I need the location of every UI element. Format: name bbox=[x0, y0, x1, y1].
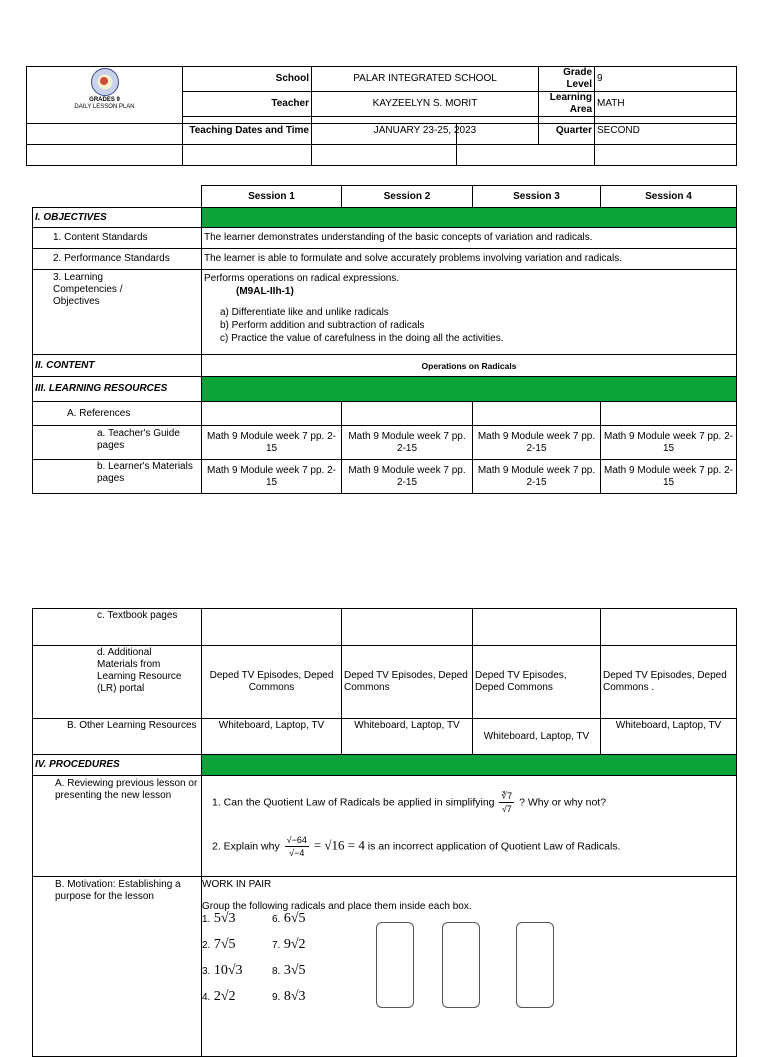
procedures-green-bar bbox=[202, 755, 737, 776]
teacher-value: KAYZEELYN S. MORIT bbox=[312, 92, 539, 117]
references-label: A. References bbox=[33, 402, 202, 426]
radical-4 bbox=[202, 991, 236, 1004]
question-1 bbox=[212, 790, 606, 815]
motivation-label: B. Motivation: Establishing a purpose for the lesson bbox=[33, 877, 202, 1057]
q2-text: 2. Explain why bbox=[212, 840, 280, 853]
radical-4-expr: 2√2 bbox=[213, 989, 236, 1004]
quarter-value: SECOND bbox=[595, 117, 737, 145]
competencies-value bbox=[202, 270, 737, 355]
radical-8 bbox=[272, 965, 306, 978]
teachers-guide-label: a. Teacher's Guide pages bbox=[33, 426, 202, 460]
radical-7-num: 7. bbox=[272, 940, 281, 951]
learners-materials-label: b. Learner's Materials pages bbox=[33, 460, 202, 494]
other-session-3: Whiteboard, Laptop, TV bbox=[473, 719, 601, 755]
tg-session-1: Math 9 Module week 7 pp. 2-15 bbox=[202, 426, 342, 460]
radical-8-expr: 3√5 bbox=[283, 963, 306, 978]
session-4-header: Session 4 bbox=[601, 186, 737, 208]
q2-equation: = √16 = 4 bbox=[313, 837, 365, 853]
deped-seal-icon bbox=[91, 68, 119, 96]
additional-session-4: Deped TV Episodes, Deped Commons . bbox=[601, 646, 737, 719]
radical-9 bbox=[272, 991, 306, 1004]
radical-1 bbox=[202, 913, 236, 926]
competency-code: (M9AL-IIh-1) bbox=[236, 286, 294, 297]
review-label: A. Reviewing previous lesson or presenting the new lesson bbox=[33, 776, 202, 877]
logo-line-2: DAILY LESSON PLAN bbox=[74, 104, 135, 110]
area-value: MATH bbox=[595, 92, 737, 117]
additional-materials-label: d. Additional Materials from Learning Resource (LR) portal bbox=[33, 646, 202, 719]
content-topic: Operations on Radicals bbox=[202, 355, 737, 377]
resources-green-bar bbox=[202, 377, 737, 402]
session-2-header: Session 2 bbox=[342, 186, 473, 208]
q1-denominator: √7 bbox=[501, 804, 512, 814]
tg-session-2: Math 9 Module week 7 pp. 2-15 bbox=[342, 426, 473, 460]
review-content bbox=[202, 776, 737, 877]
dates-value: JANUARY 23-25, 2023 bbox=[312, 117, 539, 145]
lesson-table-page1 bbox=[32, 185, 737, 494]
area-label: Learning Area bbox=[539, 92, 595, 117]
other-resources-label: B. Other Learning Resources bbox=[33, 719, 202, 755]
radical-3 bbox=[202, 965, 243, 978]
radical-7 bbox=[272, 939, 306, 952]
content-standards-value: The learner demonstrates understanding of the basic concepts of variation and radicals. bbox=[202, 228, 737, 249]
radical-7-expr: 9√2 bbox=[283, 937, 306, 952]
content-heading: II. CONTENT bbox=[33, 355, 202, 377]
performance-standards-value: The learner is able to formulate and solve accurately problems involving variation and radicals. bbox=[202, 249, 737, 270]
additional-session-1: Deped TV Episodes, Deped Commons bbox=[202, 646, 342, 719]
performance-standards-label: 2. Performance Standards bbox=[33, 249, 202, 270]
radical-6 bbox=[272, 913, 306, 926]
grade-label: Grade Level bbox=[539, 67, 595, 92]
radical-8-num: 8. bbox=[272, 966, 281, 977]
session-3-header: Session 3 bbox=[473, 186, 601, 208]
teacher-label: Teacher bbox=[183, 92, 312, 117]
q2-denominator: √−4 bbox=[289, 848, 305, 858]
quarter-label: Quarter bbox=[539, 117, 595, 145]
logo-line-1: GRADES 9 bbox=[89, 97, 120, 103]
dates-label: Teaching Dates and Time bbox=[183, 117, 312, 145]
competencies-label-text: 3. Learning Competencies / Objectives bbox=[53, 272, 123, 307]
answer-box-3[interactable] bbox=[516, 922, 554, 1008]
question-2 bbox=[212, 834, 620, 859]
radical-6-num: 6. bbox=[272, 914, 281, 925]
radical-2-expr: 7√5 bbox=[213, 937, 236, 952]
grade-value: 9 bbox=[595, 67, 737, 92]
additional-session-3: Deped TV Episodes, Deped Commons bbox=[473, 646, 601, 719]
tg-session-4: Math 9 Module week 7 pp. 2-15 bbox=[601, 426, 737, 460]
q1-text: 1. Can the Quotient Law of Radicals be applied in simplifying bbox=[212, 796, 495, 809]
tg-session-3: Math 9 Module week 7 pp. 2-15 bbox=[473, 426, 601, 460]
radical-3-expr: 10√3 bbox=[213, 963, 243, 978]
lm-session-4: Math 9 Module week 7 pp. 2-15 bbox=[601, 460, 737, 494]
radical-2-num: 2. bbox=[202, 940, 211, 951]
lm-session-3: Math 9 Module week 7 pp. 2-15 bbox=[473, 460, 601, 494]
competency-item-c: c) Practice the value of carefulness in the doing all the activities. bbox=[220, 333, 504, 344]
work-title: WORK IN PAIR bbox=[202, 879, 272, 890]
textbook-pages-label: c. Textbook pages bbox=[33, 609, 202, 646]
work-instruction: Group the following radicals and place them inside each box. bbox=[202, 901, 472, 912]
learning-resources-heading: III. LEARNING RESOURCES bbox=[33, 377, 202, 402]
objectives-green-bar bbox=[202, 208, 737, 228]
content-standards-label: 1. Content Standards bbox=[33, 228, 202, 249]
lm-session-2: Math 9 Module week 7 pp. 2-15 bbox=[342, 460, 473, 494]
header-blank-rows bbox=[26, 123, 737, 166]
q1-tail: ? Why or why not? bbox=[519, 796, 607, 809]
lesson-table-page2 bbox=[32, 608, 737, 1057]
q1-fraction bbox=[499, 790, 514, 815]
radical-9-expr: 8√3 bbox=[283, 989, 306, 1004]
other-session-4: Whiteboard, Laptop, TV bbox=[601, 719, 737, 755]
q2-tail: is an incorrect application of Quotient Law of Radicals. bbox=[367, 840, 621, 853]
school-value: PALAR INTEGRATED SCHOOL bbox=[312, 67, 539, 92]
radical-1-expr: 5√3 bbox=[213, 911, 236, 926]
motivation-content bbox=[202, 877, 737, 1057]
q2-fraction bbox=[285, 834, 309, 859]
competency-item-b: b) Perform addition and subtraction of radicals bbox=[220, 320, 425, 331]
answer-box-1[interactable] bbox=[376, 922, 414, 1008]
competency-item-a: a) Differentiate like and unlike radicals bbox=[220, 307, 389, 318]
competency-intro: Performs operations on radical expressions. bbox=[204, 273, 400, 284]
procedures-heading: IV. PROCEDURES bbox=[33, 755, 202, 776]
session-1-header: Session 1 bbox=[202, 186, 342, 208]
q2-numerator: √−64 bbox=[286, 835, 307, 845]
lm-session-1: Math 9 Module week 7 pp. 2-15 bbox=[202, 460, 342, 494]
radical-4-num: 4. bbox=[202, 992, 211, 1003]
radical-3-num: 3. bbox=[202, 966, 211, 977]
q1-numerator: ∛7 bbox=[501, 791, 513, 801]
competencies-label bbox=[33, 270, 202, 355]
other-session-2: Whiteboard, Laptop, TV bbox=[342, 719, 473, 755]
radical-9-num: 9. bbox=[272, 992, 281, 1003]
additional-session-2: Deped TV Episodes, Deped Commons bbox=[342, 646, 473, 719]
other-session-1: Whiteboard, Laptop, TV bbox=[202, 719, 342, 755]
radical-6-expr: 6√5 bbox=[283, 911, 306, 926]
radical-2 bbox=[202, 939, 236, 952]
answer-box-2[interactable] bbox=[442, 922, 480, 1008]
school-label: School bbox=[183, 67, 312, 92]
objectives-heading: I. OBJECTIVES bbox=[33, 208, 202, 228]
radical-1-num: 1. bbox=[202, 914, 211, 925]
